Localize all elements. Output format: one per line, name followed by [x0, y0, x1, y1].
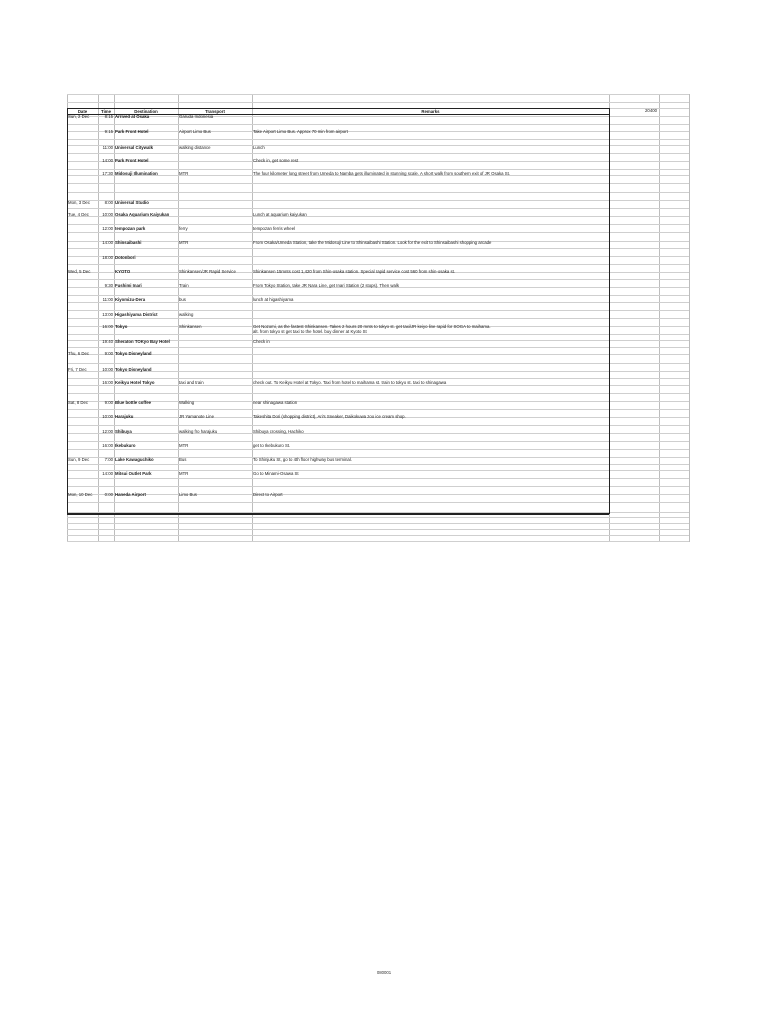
grid-row-line: [67, 401, 689, 402]
cell-remarks: From Tokyo Station, take JR Nara Line, get Inari Station (2 stops). Then walk: [253, 283, 400, 288]
cell-remarks: Takeshita Dori (shopping district), Ari's Sneaker, Daikokuwa zoo ice cream shop.: [253, 414, 406, 419]
grid-row-line: [67, 425, 689, 426]
grid-row-line: [67, 464, 689, 465]
grid-row-line: [67, 153, 689, 154]
cell-destination: Arrived at Osaka: [115, 114, 150, 119]
cell-time: 10:00: [102, 367, 113, 372]
cell-time: 12:00: [102, 429, 113, 434]
cell-remarks: check out. To Keikyu Hotel at Tokyo. Taxi from hotel to maihama st. train to tokyo st. taxi to shinagawa: [253, 380, 447, 385]
cell-date: Thu, 6 Dec: [68, 351, 90, 356]
grid-row-line: [67, 347, 689, 348]
cell-time: 11:00: [102, 145, 113, 150]
grid-row-line: [67, 535, 689, 536]
cell-time: 0:00: [104, 492, 113, 497]
cell-time: 18:00: [102, 255, 113, 260]
cell-date: Tue, 4 Dec: [68, 212, 89, 217]
cell-remarks: From Osaka/Umeda Station, take the Midosuji Line to Shinsaibashi Station. Look for the exit to Shinsaibashi shopping arcade: [253, 240, 492, 245]
grid-row-line: [67, 457, 689, 458]
cell-transport: ferry: [179, 226, 188, 231]
cell-destination: Mitsui Outlet Park: [115, 471, 152, 476]
grid-row-line: [67, 486, 689, 487]
cell-time: 16:00: [102, 380, 113, 385]
grid-row-line: [67, 433, 689, 434]
cell-time: 9:00: [104, 351, 113, 356]
cell-transport: walking: [179, 312, 194, 317]
cell-remarks: Take Airport Limo Bus. Approx 70 min from airport: [253, 129, 348, 134]
grid-row-line: [67, 102, 689, 103]
cell-destination: Park Front Hotel: [115, 129, 149, 134]
grid-row-line: [67, 139, 689, 140]
cell-destination: Universal Studio: [115, 200, 149, 205]
cell-time: 8:00: [104, 200, 113, 205]
cell-date: Wed, 5 Dec: [68, 269, 91, 274]
cell-destination: Sheraton TOKyo Bay Hotel: [115, 339, 170, 344]
cell-remarks: Get Nozomi, as the fastest Shinkansen. Takes 2 hours 20 mnts to tokyo st. get taxi/JR keiyo line rapid for SOGA to maihama.: [253, 324, 491, 329]
cell-transport: Garuda Indonesia: [179, 114, 214, 119]
grid-row-line: [67, 541, 689, 542]
cell-transport: Walking: [179, 400, 195, 405]
cell-time: 13:00: [102, 312, 113, 317]
cell-transport: MTR: [179, 443, 189, 448]
cell-destination: Fushimi Inari: [115, 283, 142, 288]
cell-destination: Keikyu Hotel Tokyo: [115, 380, 155, 385]
cell-remarks: near shinagawa station: [253, 400, 298, 405]
grid-row-line: [67, 363, 689, 364]
cell-transport: bus: [179, 297, 186, 302]
cell-destination: Park Front Hotel: [115, 158, 149, 163]
cell-time: 14:00: [102, 471, 113, 476]
grid-row-line: [67, 116, 689, 117]
cell-transport: MTR: [179, 171, 189, 176]
cell-remarks: Check in: [253, 339, 270, 344]
grid-row-line: [67, 441, 689, 442]
grid-row-line: [67, 409, 689, 410]
cell-time: 16:00: [102, 324, 113, 329]
cell-transport: MTR: [179, 471, 189, 476]
grid-row-line: [67, 169, 689, 170]
cell-destination: Harajuku: [115, 414, 134, 419]
page-footer: 080001: [376, 970, 392, 975]
cell-date: Fri, 7 Dec: [68, 367, 87, 372]
grid-row-line: [67, 295, 689, 296]
header-date: Date: [77, 109, 88, 114]
grid-row-line: [67, 385, 689, 386]
grid-row-line: [67, 279, 689, 280]
cell-transport: taxi and train: [179, 380, 204, 385]
cell-transport: Bus: [179, 457, 187, 462]
grid-row-line: [67, 124, 689, 125]
cell-transport: Shinkansen: [179, 324, 202, 329]
grid-row-line: [67, 354, 689, 355]
cell-destination: Kiyomizu-Dera: [115, 297, 146, 302]
cell-date: Mon, 3 Dec: [68, 200, 90, 205]
grid-row-line: [67, 264, 689, 265]
cell-destination: Osaka Aquarium Kaiyukan: [115, 212, 170, 217]
cell-time: 9:30: [104, 283, 113, 288]
cell-transport: JR Yamanote Line: [179, 414, 214, 419]
cell-date: Sun, 9 Dec: [68, 457, 90, 462]
grid-row-line: [67, 470, 689, 471]
cell-time: 8:15: [104, 114, 113, 119]
grid-column-line: [689, 94, 690, 542]
cell-time: 12:00: [102, 226, 113, 231]
header-remarks: Remarks: [421, 109, 440, 114]
grid-row-line: [67, 478, 689, 479]
grid-row-line: [67, 449, 689, 450]
cell-destination: Tokyo Disneyland: [115, 367, 152, 372]
cell-time: 10:00: [102, 414, 113, 419]
table-bottom-border: [67, 513, 609, 515]
cell-remarks: lunch at higashiyama: [253, 297, 294, 302]
cell-time: 17:30: [102, 171, 113, 176]
grid-row-line: [67, 200, 689, 201]
cell-destination: Haneda Airport: [115, 492, 146, 497]
cell-destination: Blue bottle coffee: [115, 400, 152, 405]
cell-transport: Shinkansen/JR Rapid Service: [179, 269, 236, 274]
cell-time: 11:00: [102, 297, 113, 302]
cell-destination: Dotonbori: [115, 255, 136, 260]
grid-row-line: [67, 393, 689, 394]
cell-transport: Airport Limo Bus: [179, 129, 211, 134]
grid-row-line: [67, 371, 689, 372]
cell-time: 19:40: [102, 339, 113, 344]
grid-row-line: [67, 224, 689, 225]
cell-date: Sun, 2 Dec: [68, 114, 90, 119]
cell-remarks: To Shinjuku St, go to 4th floor highway bus terminal.: [253, 457, 352, 462]
grid-row-line: [67, 318, 689, 319]
cell-destination: Tokyo: [115, 324, 128, 329]
grid-row-line: [67, 256, 689, 257]
table-right-border: [609, 108, 610, 514]
cell-destination: Midosuji Illumination: [115, 171, 158, 176]
grid-row-line: [67, 494, 689, 495]
grid-row-line: [67, 523, 689, 524]
grid-row-line: [67, 161, 689, 162]
cell-remarks: Lunch: [253, 145, 265, 150]
cell-remarks: Shibuya crossing, Hachiko: [253, 429, 304, 434]
header-transport: Transport: [205, 109, 225, 114]
cell-remarks: Go to Minami-Osawa St: [253, 471, 299, 476]
cell-date: Mon, 10 Dec: [68, 492, 93, 497]
cell-destination: Shinsaibashi: [115, 240, 142, 245]
cell-time: 14:00: [102, 158, 113, 163]
cell-destination: tempozan park: [115, 226, 146, 231]
cell-remarks: Check in, get some rest: [253, 158, 299, 163]
cell-transport: walking distance: [179, 145, 211, 150]
cell-time: 16:00: [102, 443, 113, 448]
grid-row-line: [67, 378, 689, 379]
itinerary-sheet: [67, 94, 689, 542]
grid-row-line: [67, 334, 689, 335]
cell-time: 7:00: [104, 457, 113, 462]
corner-value: 20400: [645, 108, 657, 113]
cell-time: 9:15: [104, 129, 113, 134]
cell-remarks-continued: alt. from tokyo st get taxi to the hotel. buy dinner at Kyoto St: [253, 328, 367, 334]
cell-destination: Ikebukuro: [115, 443, 136, 448]
cell-remarks: tempozan ferris wheel: [253, 226, 296, 231]
header-time: Time: [101, 109, 111, 114]
cell-destination: Higashiyama District: [115, 312, 158, 317]
grid-row-line: [67, 248, 689, 249]
grid-row-line: [67, 183, 689, 184]
grid-row-line: [67, 208, 689, 209]
cell-transport: walking fro harajuku: [179, 429, 218, 434]
cell-transport: Limo Bus: [179, 492, 197, 497]
grid-row-line: [67, 131, 689, 132]
cell-remarks: Lunch at aquarium kaiyukan: [253, 212, 307, 217]
grid-row-line: [67, 529, 689, 530]
header-destination: Destination: [134, 109, 158, 114]
cell-destination: Lake Kawaguchiko: [115, 457, 154, 462]
grid-row-line: [67, 232, 689, 233]
cell-time: 10:00: [102, 212, 113, 217]
grid-row-line: [67, 517, 689, 518]
cell-destination: Shibuya: [115, 429, 132, 434]
cell-date: Sat, 8 Dec: [68, 400, 89, 405]
cell-remarks: Shinkansen 15mnts cost 1,420 from Shin-osaka station. Special rapid service cost 560 from shin-osaka st.: [253, 269, 456, 274]
cell-transport: MTR: [179, 240, 189, 245]
cell-time: 14:00: [102, 240, 113, 245]
grid-row-line: [67, 145, 689, 146]
cell-time: 9:00: [104, 400, 113, 405]
grid-row-line: [67, 502, 689, 503]
cell-destination: KYOTO: [115, 269, 131, 274]
grid-row-line: [67, 310, 689, 311]
table-left-border: [67, 108, 68, 513]
cell-remarks: Direct to Airport: [253, 492, 283, 497]
grid-row-line: [67, 94, 689, 95]
grid-row-line: [67, 302, 689, 303]
grid-row-line: [67, 192, 689, 193]
cell-destination: Universal Citywalk: [115, 145, 153, 150]
cell-remarks: The four kilometer long street from Umeda to Namba gets illuminated in stunning scale. A short walk from southern exit of JR Osaka St.: [253, 171, 510, 176]
cell-remarks: get to Ikebukuro St.: [253, 443, 291, 448]
cell-transport: Train: [179, 283, 189, 288]
cell-destination: Tokyo Disneyland: [115, 351, 152, 356]
